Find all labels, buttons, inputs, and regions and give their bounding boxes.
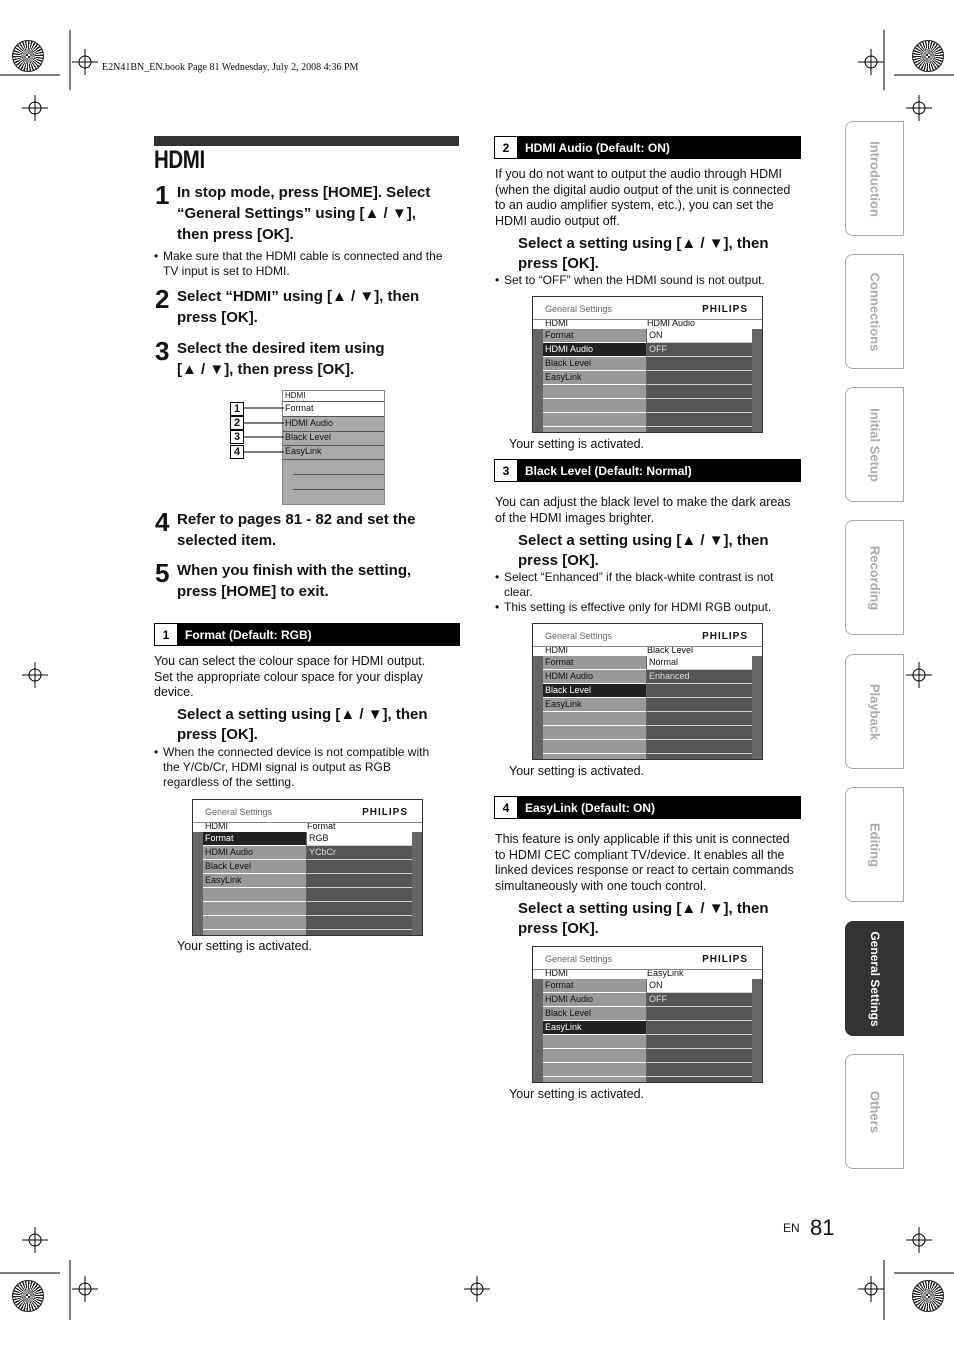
- tab-others[interactable]: Others: [845, 1054, 904, 1169]
- menu-item-black-level[interactable]: Black Level: [543, 684, 646, 698]
- section-3-header: 3 Black Level (Default: Normal): [494, 459, 801, 482]
- tab-connections[interactable]: Connections: [845, 254, 904, 369]
- section-3-select: Select a setting using [▲ / ▼], then press [OK].: [518, 532, 769, 569]
- option-off[interactable]: OFF: [647, 993, 752, 1007]
- menu-item-easylink[interactable]: EasyLink: [203, 874, 306, 888]
- section-2-bullet: • Set to “OFF” when the HDMI sound is not output.: [495, 273, 765, 287]
- step-number: 3: [155, 336, 170, 366]
- callout-lines: [244, 390, 286, 460]
- menu-item-format[interactable]: Format: [543, 979, 646, 993]
- section-2-header: 2 HDMI Audio (Default: ON): [494, 136, 801, 159]
- menu-item-black-level[interactable]: Black Level: [203, 860, 306, 874]
- philips-logo: PHILIPS: [702, 304, 748, 315]
- menu-item-easylink[interactable]: EasyLink: [543, 371, 646, 385]
- callout-1: 1: [230, 402, 244, 416]
- section-3-activated: Your setting is activated.: [509, 764, 645, 778]
- menu-item-format[interactable]: Format: [543, 656, 646, 670]
- tab-initial-setup[interactable]: Initial Setup: [845, 387, 904, 502]
- section-4-body: This feature is only applicable if this unit is connected to HDMI CEC compliant TV/device. It enables all the linked devices response or react to certain commands simultaneously with one touch control.: [495, 832, 794, 893]
- step-text: Select the desired item using [▲ / ▼], then press [OK].: [177, 340, 385, 378]
- tab-playback[interactable]: Playback: [845, 654, 904, 769]
- option-normal[interactable]: Normal: [647, 656, 752, 670]
- callout-4: 4: [230, 445, 244, 459]
- hdmi-menu-diagram: [230, 390, 390, 505]
- philips-logo: PHILIPS: [702, 631, 748, 642]
- section-1-select: Select a setting using [▲ / ▼], then press [OK].: [177, 706, 428, 743]
- hdmi-audio-screen: General Settings PHILIPS HDMI HDMI Audio Format HDMI Audio Black Level EasyLink ON OFF: [532, 296, 763, 433]
- option-rgb[interactable]: RGB: [307, 832, 412, 846]
- section-2-body: If you do not want to output the audio through HDMI (when the digital audio output of the unit is connected to an audio amplifier system, etc.), you can set the HDMI audio output off.: [495, 167, 791, 228]
- menu-item-hdmi-audio[interactable]: HDMI Audio: [543, 670, 646, 684]
- step-number: 4: [155, 507, 170, 537]
- menu-item-easylink[interactable]: EasyLink: [543, 698, 646, 712]
- page-number: 81: [810, 1215, 835, 1240]
- tab-general-settings[interactable]: General Settings: [845, 921, 904, 1036]
- callout-3: 3: [230, 430, 244, 444]
- tab-introduction[interactable]: Introduction: [845, 121, 904, 236]
- menu-item-hdmi-audio[interactable]: HDMI Audio: [543, 993, 646, 1007]
- step-number: 2: [155, 284, 170, 314]
- step-line: then press [OK].: [177, 226, 294, 243]
- file-header: E2N41BN_EN.book Page 81 Wednesday, July 2, 2008 4:36 PM: [102, 62, 359, 73]
- format-screen: General Settings PHILIPS HDMI Format Format HDMI Audio Black Level EasyLink RGB YCbCr: [192, 799, 423, 936]
- menu-item-format[interactable]: Format: [203, 832, 306, 846]
- title-bar: [154, 136, 459, 146]
- menu-item-black-level[interactable]: Black Level: [543, 1007, 646, 1021]
- tab-editing[interactable]: Editing: [845, 787, 904, 902]
- step-text: When you finish with the setting, press [HOME] to exit.: [177, 562, 412, 600]
- step-number: 5: [155, 558, 170, 588]
- section-4-select: Select a setting using [▲ / ▼], then press [OK].: [518, 900, 769, 937]
- tab-recording[interactable]: Recording: [845, 520, 904, 635]
- option-on[interactable]: ON: [647, 979, 752, 993]
- page-language: EN: [783, 1221, 800, 1235]
- black-level-screen: General Settings PHILIPS HDMI Black Level Format HDMI Audio Black Level EasyLink Normal Enhanced: [532, 623, 763, 760]
- step-line: In stop mode, press [HOME]. Select: [177, 184, 431, 201]
- step-line: “General Settings” using [▲ / ▼],: [177, 205, 416, 222]
- option-enhanced[interactable]: Enhanced: [647, 670, 752, 684]
- menu-item-easylink[interactable]: EasyLink: [543, 1021, 646, 1035]
- menu-item-hdmi-audio[interactable]: HDMI Audio: [203, 846, 306, 860]
- menu-item-format[interactable]: Format: [543, 329, 646, 343]
- section-1-body: You can select the colour space for HDMI output. Set the appropriate colour space for your display device.: [154, 654, 426, 699]
- section-1-header: 1 Format (Default: RGB): [154, 623, 460, 646]
- section-4-header: 4 EasyLink (Default: ON): [494, 796, 801, 819]
- option-ycbcr[interactable]: YCbCr: [307, 846, 412, 860]
- philips-logo: PHILIPS: [362, 807, 408, 818]
- diagram-panel: HDMI Format HDMI Audio Black Level EasyLink: [282, 390, 385, 505]
- easylink-screen: General Settings PHILIPS HDMI EasyLink Format HDMI Audio Black Level EasyLink ON OFF: [532, 946, 763, 1083]
- step-text: [177, 182, 467, 245]
- step-text: Select “HDMI” using [▲ / ▼], then press [OK].: [177, 288, 420, 326]
- option-off[interactable]: OFF: [647, 343, 752, 357]
- callout-2: 2: [230, 416, 244, 430]
- section-4-activated: Your setting is activated.: [509, 1087, 645, 1101]
- step-number: 1: [155, 180, 170, 210]
- section-2-activated: Your setting is activated.: [509, 437, 645, 451]
- page-title: HDMI: [154, 146, 205, 174]
- option-on[interactable]: ON: [647, 329, 752, 343]
- section-1-activated: Your setting is activated.: [177, 939, 313, 953]
- section-1-bullet: • When the connected device is not compatible with the Y/Cb/Cr, HDMI signal is output as RGB regardless of the setting.: [154, 745, 430, 789]
- section-2-select: Select a setting using [▲ / ▼], then press [OK].: [518, 235, 769, 272]
- section-3-body: You can adjust the black level to make the dark areas of the HDMI images brighter.: [495, 495, 791, 525]
- section-3-bullets: • Select “Enhanced” if the black-white contrast is not clear. • This setting is effective only for HDMI RGB output.: [495, 570, 774, 614]
- philips-logo: PHILIPS: [702, 954, 748, 965]
- menu-item-hdmi-audio[interactable]: HDMI Audio: [543, 343, 646, 357]
- step-1-bullet: • Make sure that the HDMI cable is connected and the TV input is set to HDMI.: [154, 249, 443, 278]
- menu-item-black-level[interactable]: Black Level: [543, 357, 646, 371]
- step-text: Refer to pages 81 - 82 and set the selected item.: [177, 511, 416, 549]
